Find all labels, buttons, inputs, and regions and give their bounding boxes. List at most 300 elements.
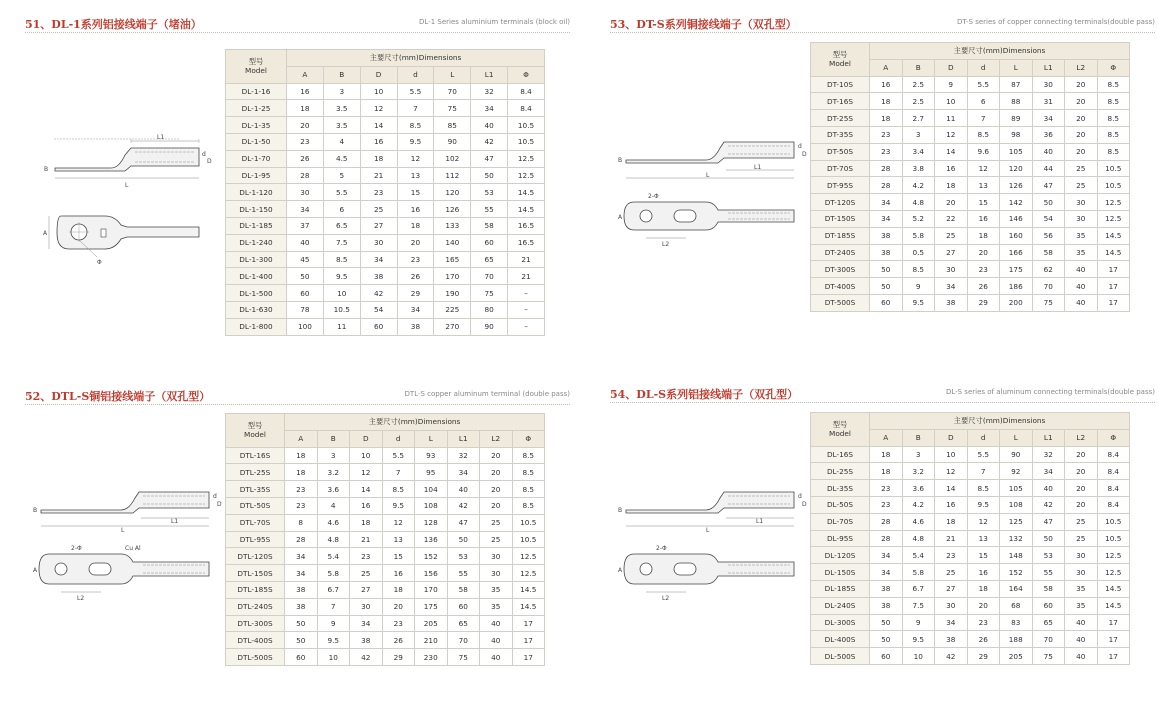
value-cell: 47 bbox=[447, 514, 480, 531]
dim-l1-label: L1 bbox=[157, 134, 165, 141]
column-header: D bbox=[935, 59, 968, 76]
value-cell: 188 bbox=[1000, 631, 1033, 648]
terminal-diagram bbox=[618, 134, 813, 254]
column-header: B bbox=[902, 429, 935, 446]
value-cell: 27 bbox=[360, 217, 397, 234]
value-cell: 10 bbox=[323, 285, 360, 302]
value-cell: 30 bbox=[935, 597, 968, 614]
value-cell: 104 bbox=[415, 481, 448, 498]
value-cell: 18 bbox=[285, 447, 318, 464]
value-cell: 26 bbox=[967, 278, 1000, 295]
value-cell: 18 bbox=[870, 110, 903, 127]
value-cell: 3.2 bbox=[317, 464, 350, 481]
model-cell: DL-1-120 bbox=[226, 184, 287, 201]
value-cell: 160 bbox=[1000, 227, 1033, 244]
value-cell: 38 bbox=[935, 294, 968, 311]
value-cell: 112 bbox=[434, 167, 471, 184]
value-cell: 21 bbox=[360, 167, 397, 184]
value-cell: 2.7 bbox=[902, 110, 935, 127]
value-cell: 56 bbox=[1032, 227, 1065, 244]
table-row bbox=[226, 285, 545, 302]
value-cell: 3.5 bbox=[323, 117, 360, 134]
value-cell: 10.5 bbox=[1097, 160, 1130, 177]
value-cell: 10 bbox=[350, 447, 383, 464]
value-cell: 3.2 bbox=[902, 463, 935, 480]
value-cell: 17 bbox=[512, 649, 545, 666]
table-row bbox=[811, 513, 1130, 530]
value-cell: 3 bbox=[902, 126, 935, 143]
value-cell: 20 bbox=[967, 244, 1000, 261]
value-cell: 90 bbox=[471, 318, 508, 335]
value-cell: 8.5 bbox=[512, 481, 545, 498]
value-cell: 12.5 bbox=[1097, 194, 1130, 211]
model-cell: DTL-35S bbox=[226, 481, 285, 498]
value-cell: 18 bbox=[870, 463, 903, 480]
value-cell: 14.5 bbox=[1097, 244, 1130, 261]
value-cell: 60 bbox=[447, 598, 480, 615]
value-cell: 16 bbox=[360, 133, 397, 150]
value-cell: 16.5 bbox=[508, 217, 545, 234]
table-row bbox=[226, 497, 545, 514]
value-cell: 15 bbox=[397, 184, 434, 201]
table-row bbox=[226, 268, 545, 285]
column-header: A bbox=[870, 59, 903, 76]
dim-d-label: D bbox=[802, 501, 807, 508]
table-row bbox=[811, 547, 1130, 564]
value-cell: 5.8 bbox=[902, 227, 935, 244]
value-cell: 23 bbox=[870, 126, 903, 143]
section-dts bbox=[610, 16, 1155, 356]
value-cell: 75 bbox=[1032, 294, 1065, 311]
value-cell: 9.5 bbox=[382, 497, 415, 514]
value-cell: 36 bbox=[1032, 126, 1065, 143]
value-cell: 20 bbox=[1065, 110, 1098, 127]
value-cell: 40 bbox=[1032, 480, 1065, 497]
dimensions-header: 主要尺寸(mm)Dimensions bbox=[870, 43, 1130, 60]
value-cell: 8.5 bbox=[512, 497, 545, 514]
value-cell: 23 bbox=[287, 133, 324, 150]
table-row bbox=[811, 496, 1130, 513]
value-cell: 4.5 bbox=[323, 150, 360, 167]
model-cell: DT-50S bbox=[811, 143, 870, 160]
value-cell: 16.5 bbox=[508, 234, 545, 251]
value-cell: 50 bbox=[285, 632, 318, 649]
value-cell: 34 bbox=[870, 210, 903, 227]
value-cell: 12.5 bbox=[512, 548, 545, 565]
value-cell: 9 bbox=[902, 614, 935, 631]
value-cell: 5.2 bbox=[902, 210, 935, 227]
table-row bbox=[811, 530, 1130, 547]
value-cell: 170 bbox=[415, 581, 448, 598]
value-cell: 7.5 bbox=[323, 234, 360, 251]
value-cell: 270 bbox=[434, 318, 471, 335]
column-header: Φ bbox=[1097, 429, 1130, 446]
model-cell: DL-50S bbox=[811, 496, 870, 513]
value-cell: 3.8 bbox=[902, 160, 935, 177]
value-cell: 40 bbox=[1065, 261, 1098, 278]
model-cell: DTL-95S bbox=[226, 531, 285, 548]
column-header: A bbox=[287, 66, 324, 83]
value-cell: 44 bbox=[1032, 160, 1065, 177]
value-cell: 34 bbox=[397, 301, 434, 318]
value-cell: 10 bbox=[935, 446, 968, 463]
table-row bbox=[226, 83, 545, 100]
column-header: L1 bbox=[471, 66, 508, 83]
dim-d-label: D bbox=[217, 501, 222, 508]
value-cell: 152 bbox=[415, 548, 448, 565]
value-cell: 18 bbox=[360, 150, 397, 167]
value-cell: 16 bbox=[350, 497, 383, 514]
column-header: B bbox=[317, 430, 350, 447]
value-cell: 31 bbox=[1032, 93, 1065, 110]
table-row bbox=[226, 531, 545, 548]
value-cell: 16 bbox=[397, 201, 434, 218]
value-cell: 42 bbox=[1032, 496, 1065, 513]
value-cell: 210 bbox=[415, 632, 448, 649]
value-cell: 40 bbox=[480, 615, 513, 632]
value-cell: 12 bbox=[360, 100, 397, 117]
section-title: 51、DL-1系列铝接线端子（堵油） bbox=[25, 18, 202, 31]
model-cell: DL-150S bbox=[811, 564, 870, 581]
value-cell: 14 bbox=[350, 481, 383, 498]
value-cell: 70 bbox=[471, 268, 508, 285]
value-cell: 23 bbox=[870, 480, 903, 497]
value-cell: 65 bbox=[471, 251, 508, 268]
value-cell: 25 bbox=[480, 531, 513, 548]
material-label: Cu Al bbox=[125, 545, 141, 552]
value-cell: 40 bbox=[1065, 294, 1098, 311]
value-cell: 25 bbox=[1065, 513, 1098, 530]
value-cell: 21 bbox=[508, 251, 545, 268]
value-cell: 30 bbox=[1065, 564, 1098, 581]
value-cell: 34 bbox=[1032, 110, 1065, 127]
value-cell: 50 bbox=[870, 278, 903, 295]
value-cell: – bbox=[508, 285, 545, 302]
value-cell: 8.5 bbox=[1097, 143, 1130, 160]
table-row bbox=[226, 301, 545, 318]
value-cell: 4.8 bbox=[317, 531, 350, 548]
table-row bbox=[811, 631, 1130, 648]
value-cell: 125 bbox=[1000, 513, 1033, 530]
dim-d-label: D bbox=[802, 151, 807, 158]
value-cell: 9.6 bbox=[967, 143, 1000, 160]
value-cell: – bbox=[508, 301, 545, 318]
value-cell: 23 bbox=[967, 261, 1000, 278]
value-cell: 32 bbox=[471, 83, 508, 100]
value-cell: 75 bbox=[447, 649, 480, 666]
column-header: L bbox=[1000, 59, 1033, 76]
value-cell: 5.5 bbox=[382, 447, 415, 464]
value-cell: 20 bbox=[1065, 143, 1098, 160]
model-header: 型号 Model bbox=[811, 43, 870, 77]
spec-table bbox=[225, 49, 545, 336]
value-cell: 23 bbox=[285, 481, 318, 498]
value-cell: 10.5 bbox=[512, 514, 545, 531]
value-cell: 58 bbox=[1032, 580, 1065, 597]
value-cell: 5.5 bbox=[397, 83, 434, 100]
value-cell: 89 bbox=[1000, 110, 1033, 127]
value-cell: 42 bbox=[471, 133, 508, 150]
table-row bbox=[226, 234, 545, 251]
value-cell: 14.5 bbox=[1097, 580, 1130, 597]
value-cell: 28 bbox=[285, 531, 318, 548]
value-cell: 26 bbox=[287, 150, 324, 167]
value-cell: 30 bbox=[360, 234, 397, 251]
value-cell: 40 bbox=[1065, 648, 1098, 665]
value-cell: 40 bbox=[480, 649, 513, 666]
section-subtitle: DL-S series of aluminum connecting terminals(double pass) bbox=[945, 388, 1155, 396]
value-cell: 30 bbox=[1065, 210, 1098, 227]
value-cell: 23 bbox=[870, 143, 903, 160]
value-cell: 120 bbox=[434, 184, 471, 201]
value-cell: 34 bbox=[870, 547, 903, 564]
value-cell: 6.5 bbox=[323, 217, 360, 234]
value-cell: 35 bbox=[1065, 580, 1098, 597]
value-cell: 80 bbox=[471, 301, 508, 318]
value-cell: 136 bbox=[415, 531, 448, 548]
value-cell: 16 bbox=[935, 496, 968, 513]
model-cell: DTL-300S bbox=[226, 615, 285, 632]
value-cell: 18 bbox=[350, 514, 383, 531]
value-cell: 34 bbox=[350, 615, 383, 632]
value-cell: 26 bbox=[382, 632, 415, 649]
value-cell: 29 bbox=[967, 648, 1000, 665]
value-cell: 12.5 bbox=[1097, 564, 1130, 581]
value-cell: 34 bbox=[287, 201, 324, 218]
model-cell: DL-1-150 bbox=[226, 201, 287, 218]
table-row bbox=[226, 649, 545, 666]
value-cell: 35 bbox=[1065, 597, 1098, 614]
model-cell: DL-185S bbox=[811, 580, 870, 597]
value-cell: 8.5 bbox=[1097, 126, 1130, 143]
value-cell: 132 bbox=[1000, 530, 1033, 547]
value-cell: 47 bbox=[1032, 513, 1065, 530]
value-cell: 25 bbox=[1065, 177, 1098, 194]
value-cell: 9 bbox=[902, 278, 935, 295]
value-cell: 20 bbox=[1065, 93, 1098, 110]
value-cell: 38 bbox=[360, 268, 397, 285]
model-cell: DT-300S bbox=[811, 261, 870, 278]
value-cell: 54 bbox=[360, 301, 397, 318]
value-cell: 53 bbox=[447, 548, 480, 565]
dim-dd-label: d bbox=[798, 143, 802, 150]
value-cell: 20 bbox=[480, 481, 513, 498]
column-header: D bbox=[935, 429, 968, 446]
value-cell: 10.5 bbox=[508, 133, 545, 150]
section-title: 54、DL-S系列铝接线端子（双孔型） bbox=[610, 388, 799, 401]
value-cell: 8.5 bbox=[397, 117, 434, 134]
model-header: 型号 Model bbox=[811, 413, 870, 447]
value-cell: 15 bbox=[967, 547, 1000, 564]
value-cell: 68 bbox=[1000, 597, 1033, 614]
model-cell: DT-185S bbox=[811, 227, 870, 244]
value-cell: 23 bbox=[870, 496, 903, 513]
value-cell: 35 bbox=[1065, 244, 1098, 261]
value-cell: 12 bbox=[935, 126, 968, 143]
column-header: A bbox=[870, 429, 903, 446]
dim-l-label: L bbox=[706, 527, 710, 534]
value-cell: 28 bbox=[870, 160, 903, 177]
value-cell: 20 bbox=[1065, 480, 1098, 497]
value-cell: 65 bbox=[1032, 614, 1065, 631]
model-cell: DL-1-95 bbox=[226, 167, 287, 184]
value-cell: 85 bbox=[434, 117, 471, 134]
model-cell: DL-1-800 bbox=[226, 318, 287, 335]
model-cell: DT-25S bbox=[811, 110, 870, 127]
column-header: B bbox=[323, 66, 360, 83]
value-cell: 14.5 bbox=[1097, 227, 1130, 244]
value-cell: 4.8 bbox=[902, 194, 935, 211]
value-cell: 12 bbox=[350, 464, 383, 481]
table-row bbox=[226, 150, 545, 167]
value-cell: 40 bbox=[480, 632, 513, 649]
value-cell: 5.5 bbox=[967, 76, 1000, 93]
value-cell: 14 bbox=[935, 480, 968, 497]
value-cell: 20 bbox=[397, 234, 434, 251]
model-cell: DL-1-35 bbox=[226, 117, 287, 134]
model-cell: DL-1-400 bbox=[226, 268, 287, 285]
value-cell: 4 bbox=[323, 133, 360, 150]
value-cell: 98 bbox=[1000, 126, 1033, 143]
value-cell: 90 bbox=[434, 133, 471, 150]
table-row bbox=[226, 548, 545, 565]
table-row bbox=[811, 93, 1130, 110]
value-cell: 14.5 bbox=[508, 201, 545, 218]
value-cell: 10.5 bbox=[1097, 177, 1130, 194]
value-cell: 230 bbox=[415, 649, 448, 666]
value-cell: 156 bbox=[415, 565, 448, 582]
value-cell: 17 bbox=[1097, 648, 1130, 665]
value-cell: 14.5 bbox=[512, 581, 545, 598]
value-cell: 37 bbox=[287, 217, 324, 234]
value-cell: 18 bbox=[287, 100, 324, 117]
value-cell: 11 bbox=[935, 110, 968, 127]
value-cell: 28 bbox=[287, 167, 324, 184]
dim-dd-label: d bbox=[798, 493, 802, 500]
value-cell: 21 bbox=[350, 531, 383, 548]
value-cell: 105 bbox=[1000, 143, 1033, 160]
dim-d-label: d bbox=[202, 151, 206, 158]
model-cell: DL-1-630 bbox=[226, 301, 287, 318]
model-cell: DTL-150S bbox=[226, 565, 285, 582]
table-row bbox=[811, 446, 1130, 463]
value-cell: 2.5 bbox=[902, 76, 935, 93]
value-cell: 14 bbox=[935, 143, 968, 160]
column-header: B bbox=[902, 59, 935, 76]
value-cell: 9.5 bbox=[902, 631, 935, 648]
value-cell: 18 bbox=[935, 513, 968, 530]
value-cell: 200 bbox=[1000, 294, 1033, 311]
section-dtls bbox=[25, 388, 570, 728]
model-header: 型号 Model bbox=[226, 414, 285, 448]
dim-phi-label: 2-Φ bbox=[648, 193, 659, 200]
value-cell: 29 bbox=[382, 649, 415, 666]
section-dls bbox=[610, 386, 1155, 726]
value-cell: 10.5 bbox=[1097, 530, 1130, 547]
section-subtitle: DL-1 Series aluminium terminals (block oil) bbox=[419, 18, 570, 26]
dim-a-label: A bbox=[618, 567, 623, 574]
value-cell: 62 bbox=[1032, 261, 1065, 278]
dimensions-header: 主要尺寸(mm)Dimensions bbox=[870, 413, 1130, 430]
table-row bbox=[226, 100, 545, 117]
value-cell: 55 bbox=[1032, 564, 1065, 581]
value-cell: 20 bbox=[935, 194, 968, 211]
value-cell: 7 bbox=[967, 463, 1000, 480]
column-header: L1 bbox=[447, 430, 480, 447]
value-cell: 70 bbox=[447, 632, 480, 649]
model-cell: DL-1-70 bbox=[226, 150, 287, 167]
value-cell: 14.5 bbox=[1097, 597, 1130, 614]
column-header: D bbox=[350, 430, 383, 447]
model-cell: DL-95S bbox=[811, 530, 870, 547]
table-row bbox=[226, 217, 545, 234]
spec-table bbox=[810, 42, 1130, 312]
value-cell: 58 bbox=[1032, 244, 1065, 261]
value-cell: 8.4 bbox=[1097, 480, 1130, 497]
column-header: Φ bbox=[512, 430, 545, 447]
value-cell: 108 bbox=[415, 497, 448, 514]
table-row bbox=[226, 133, 545, 150]
value-cell: 18 bbox=[870, 93, 903, 110]
value-cell: 20 bbox=[1065, 76, 1098, 93]
value-cell: 133 bbox=[434, 217, 471, 234]
value-cell: 32 bbox=[1032, 446, 1065, 463]
value-cell: 18 bbox=[382, 581, 415, 598]
value-cell: 148 bbox=[1000, 547, 1033, 564]
model-cell: DT-35S bbox=[811, 126, 870, 143]
value-cell: 34 bbox=[471, 100, 508, 117]
value-cell: 7 bbox=[382, 464, 415, 481]
model-cell: DTL-120S bbox=[226, 548, 285, 565]
value-cell: 30 bbox=[1032, 76, 1065, 93]
value-cell: 205 bbox=[415, 615, 448, 632]
value-cell: 25 bbox=[1065, 160, 1098, 177]
value-cell: 152 bbox=[1000, 564, 1033, 581]
value-cell: 27 bbox=[935, 244, 968, 261]
model-cell: DL-1-16 bbox=[226, 83, 287, 100]
value-cell: 205 bbox=[1000, 648, 1033, 665]
value-cell: 10 bbox=[935, 93, 968, 110]
model-cell: DL-500S bbox=[811, 648, 870, 665]
title-divider bbox=[610, 402, 1155, 403]
value-cell: 3 bbox=[317, 447, 350, 464]
value-cell: 17 bbox=[1097, 614, 1130, 631]
value-cell: 13 bbox=[397, 167, 434, 184]
model-cell: DT-120S bbox=[811, 194, 870, 211]
value-cell: 70 bbox=[1032, 631, 1065, 648]
value-cell: 50 bbox=[870, 261, 903, 278]
model-cell: DT-70S bbox=[811, 160, 870, 177]
value-cell: 7.5 bbox=[902, 597, 935, 614]
value-cell: 42 bbox=[447, 497, 480, 514]
value-cell: 58 bbox=[471, 217, 508, 234]
value-cell: 126 bbox=[1000, 177, 1033, 194]
value-cell: 9 bbox=[317, 615, 350, 632]
value-cell: 58 bbox=[447, 581, 480, 598]
value-cell: 34 bbox=[935, 278, 968, 295]
value-cell: 20 bbox=[480, 497, 513, 514]
value-cell: 65 bbox=[447, 615, 480, 632]
value-cell: 34 bbox=[285, 548, 318, 565]
value-cell: 10.5 bbox=[323, 301, 360, 318]
value-cell: 108 bbox=[1000, 496, 1033, 513]
column-header: L2 bbox=[1065, 429, 1098, 446]
value-cell: 165 bbox=[434, 251, 471, 268]
model-cell: DL-35S bbox=[811, 480, 870, 497]
value-cell: 7 bbox=[967, 110, 1000, 127]
value-cell: 225 bbox=[434, 301, 471, 318]
value-cell: 16 bbox=[935, 160, 968, 177]
